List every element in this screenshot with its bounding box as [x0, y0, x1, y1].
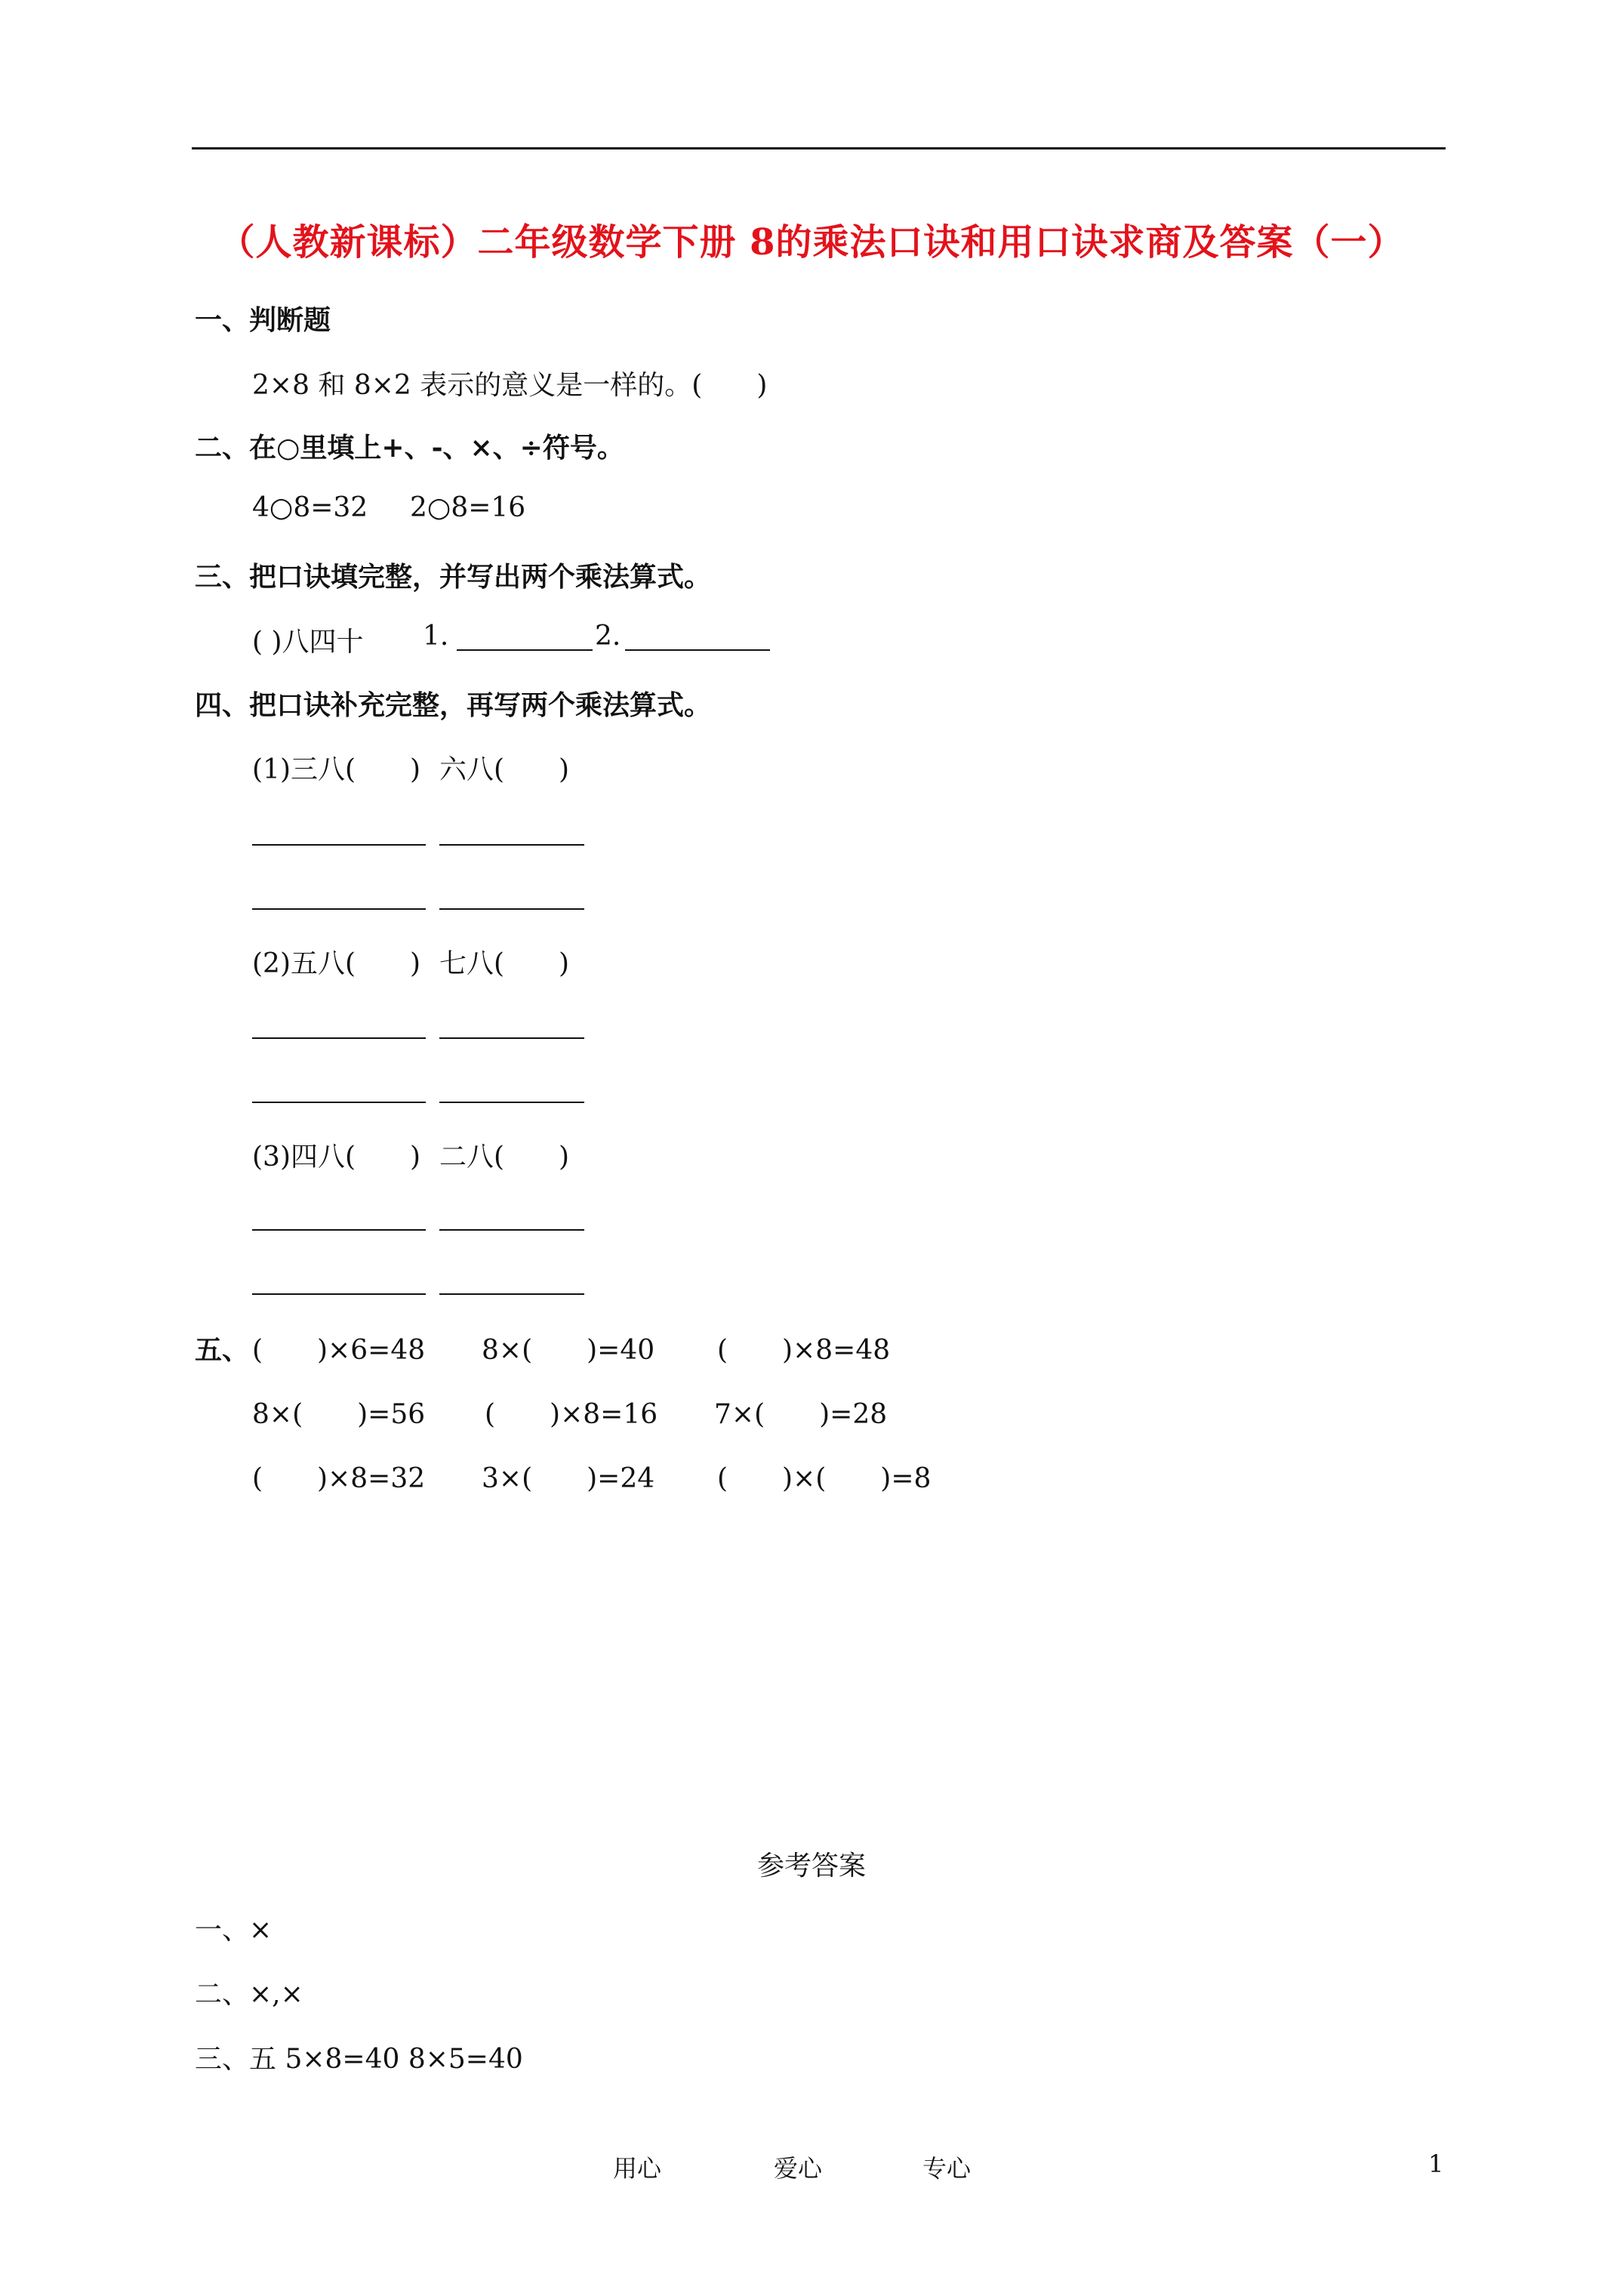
answers-heading: 参考答案	[756, 1851, 866, 1881]
section3-blank2[interactable]	[625, 649, 770, 651]
section4-group2-a: (2)五八( )	[252, 948, 421, 979]
page-number: 1	[1428, 2150, 1444, 2178]
section5-r2-c2: ( )×8=16	[485, 1399, 658, 1430]
section4-group3-a: (3)四八( )	[252, 1142, 421, 1173]
footer-text-3: 专心	[922, 2154, 972, 2183]
section5-r3-c2: 3×( )=24	[482, 1463, 655, 1494]
section5-r1-c2: 8×( )=40	[482, 1335, 655, 1366]
section4-group2-blank4[interactable]	[439, 1102, 584, 1103]
section4-group1-blank3[interactable]	[252, 908, 426, 910]
section4-group3-blank2[interactable]	[439, 1229, 584, 1231]
section5-r1-c3: ( )×8=48	[717, 1335, 891, 1366]
section5-prefix: 五、	[195, 1334, 250, 1366]
section4-heading: 四、把口诀补充完整，再写两个乘法算式。	[195, 689, 712, 721]
section4-group3-blank4[interactable]	[439, 1293, 584, 1295]
answer-2: 二、×,×	[195, 1979, 303, 2010]
answer-3: 三、五 5×8=40 8×5=40	[195, 2044, 523, 2075]
section3-blank1[interactable]	[457, 649, 593, 651]
section2-item2: 2○8=16	[410, 492, 526, 523]
section2-item1: 4○8=32	[252, 492, 368, 523]
section5-r2-c3: 7×( )=28	[714, 1399, 888, 1430]
section3-heading: 三、把口诀填完整，并写出两个乘法算式。	[195, 561, 712, 593]
section4-group1-b: 六八( )	[439, 754, 570, 785]
section2-heading: 二、在○里填上+、-、×、÷符号。	[195, 432, 624, 464]
section1-heading: 一、判断题	[195, 304, 331, 336]
section4-group2-blank2[interactable]	[439, 1037, 584, 1039]
section4-group2-b: 七八( )	[439, 948, 570, 979]
section4-group3-blank3[interactable]	[252, 1293, 426, 1295]
footer-text-2: 爱心	[774, 2154, 823, 2183]
header-rule	[192, 147, 1446, 149]
section4-group1-blank4[interactable]	[439, 908, 584, 910]
section3-label1: 1.	[423, 621, 449, 652]
section1-item: 2×8 和 8×2 表示的意义是一样的。( )	[252, 370, 768, 401]
section3-label2: 2.	[595, 621, 621, 652]
section5-r3-c3: ( )×( )=8	[717, 1463, 932, 1494]
section4-group2-blank1[interactable]	[252, 1037, 426, 1039]
section5-r1-c1: ( )×6=48	[252, 1335, 426, 1366]
footer-text-1: 用心	[613, 2154, 662, 2183]
section5-r3-c1: ( )×8=32	[252, 1463, 426, 1494]
section5-r2-c1: 8×( )=56	[252, 1399, 426, 1430]
section4-group2-blank3[interactable]	[252, 1102, 426, 1103]
section4-group3-b: 二八( )	[439, 1142, 570, 1173]
section4-group1-a: (1)三八( )	[252, 754, 421, 785]
section4-group1-blank1[interactable]	[252, 844, 426, 846]
document-title: （人教新课标）二年级数学下册 8的乘法口诀和用口诀求商及答案（一）	[218, 221, 1405, 264]
section4-group3-blank1[interactable]	[252, 1229, 426, 1231]
answer-1: 一、×	[195, 1915, 273, 1946]
section3-prefix: ( )八四十	[252, 627, 364, 658]
section4-group1-blank2[interactable]	[439, 844, 584, 846]
